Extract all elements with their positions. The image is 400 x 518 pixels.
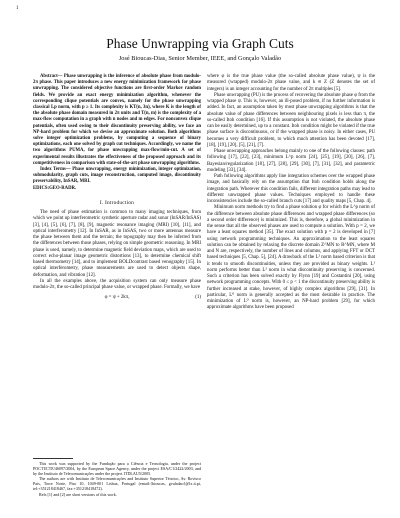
footnote [33,458,201,497]
footnote-affiliation: The authors are with Instituto de Telecomunicações and Instituto Superior Técnico, Av. Rovisco Pais, Torre Norte, Piso 10, 1049-001 Lisboa, Portugal (email:{bioucas, gvaladao}@lx.it.pt, tel:+351218418467, fax:+351218418472). [33,476,201,492]
right-paragraph-1: where φ is the true phase value (the so-called absolute phase value), ψ is the measured (wrapped) modulo-2π phase value, and k ∈ Z (Z denotes the set of integers) is an integer accounting for the number of 2π multiples [5]. [207,74,375,92]
paper-title: Phase Unwrapping via Graph Cuts [106,36,294,51]
left-column [33,74,201,306]
abstract [33,74,201,192]
right-column [207,74,375,312]
footnote-funding: This work was supported by the Fundação para a Ciência e Tecnologia, under the project POCTI/CTE/46097/2004, by the European Space Agency, under the project ESA/C1/2422/2003, and by the Instituto de Telecomunicações under the project ITDLAU5/2005. [33,461,201,477]
author-line: José Bioucas-Dias, Senior Member, IEEE, and Gonçalo Valadão [118,55,282,62]
edics: EDICS:GEO-RADR. [33,185,77,191]
section-heading-introduction: I. Introduction [99,199,135,206]
right-paragraph-3: Phase unwrapping approaches belong mainly to one of the following classes: path following [17], [22], [23], minimum L^p norm [24], [25], [19], [20], [26], [7], Bayesian/regularization [18], [27], [28], [29], [30], [7], [31], [32], and parametric modeling [33], [34]. [207,149,375,173]
right-paragraph-2: Phase unwrapping (PU) is the process of recovering the absolute phase φ from the wrapped phase ψ. This is, however, an ill-posed problem, if no further information is added. In fact, an assumption taken by most phase unwrapping algorithms is that the absolute value of phase differences between neighbouring pixels is less than π, the so-called Itoh condition [16]. If this assumption is not violated, the absolute phase can be easily determined, up to a constant. Itoh condition might be violated if the true phase surface is discontinuous, or if the wrapped phase is noisy. In either cases, PU becomes a very difficult problem, to which much attention has been devoted [17], [18], [19], [20], [5], [21], [7]. [207,92,375,148]
footnote-rule [33,458,73,459]
index-terms: Index Terms— Phase unwrapping, energy minimization, integer optimization, submodularity, graph cuts, image reconstruction, computed image, discontinuity preservability, InSAR, MRI. [33,167,201,185]
intro-paragraph-1: The need of phase estimation is common to many imaging techniques, from which we point up interferometric synthetic aperture radar and sonar (InSAR/InSAS) [3], [4], [5], [6], [7], [8], [9], magnetic resonance imaging (MRI) [10], [11], and optical interferometry [12]. In InSAR, as in InSAS, two or more antennas measure the phase between them and the terrain; the topography may then be inferred from the differences between those phases, relying on simple geometric reasoning. In MRI phase is used, namely, to determine magnetic field deviation maps, which are used to correct echo-planar image geometric distortions [13], to determine chemical shift based thermometry [14], and to implement BOLDcontrast based venography [15]. In optical interferometry, phase measurements are used to detect objects shape, deformation, and vibration [12]. [33,210,201,278]
equation-number: (1) [195,295,201,301]
intro-paragraph-2: In all the examples above, the acquisition system can only measure phase modulo-2π, the so-called principal phase value, or wrapped phase. Formally, we have [33,278,201,291]
equation-1 [33,295,201,301]
equation-body: φ = ψ + 2kπ, [104,295,130,301]
right-paragraph-5: Minimum norm methods try to find a phase solution φ for which the L^p norm of the difference between absolute phase differences and wrapped phase differences (so a second order difference) is minimized. This is, therefore, a global minimization in the sense that all the observed phases are used to compute a solution. With p = 2, we have a least squares method [35]. The exact solution with p = 2 is developed in [7] using network programming techniques. An approximation to the least squares solution can be obtained by relaxing the discrete domain Z^MN to R^MN, where M and N are, respectively, the number of lines and columns, and applying FFT or DCT based techniques [5, Chap. 5], [24]. A drawback of the L² norm based criterion is that it tends to smooth discontinuities, unless they are provided as binary weights. L¹ norm performs better than L² norm in what discontinuity preserving is concerned. Such a criterion has been solved exactly by Flynn [19] and Costantini [20], using network programming concepts. With 0 ≤ p < 1 the discontinuity preserving ability is further increased at stake, however, of highly complex algorithms [29], [31]. In particular, L⁰ norm is generally accepted as the most desirable in practice. The minimization of L⁰ norm is, however, an NP-hard problem [29], for which approximate algorithms have been proposed [207,205,375,311]
footnote-refs: Refs [1] and [2] are short versions of this work. [39,491,117,497]
abstract-text: Abstract— Phase unwrapping is the inference of absolute phase from modulo-2π phase. This paper introduces a new energy minimization framework for phase unwrapping. The considered objective functions are first-order Markov random fields. We provide an exact energy minimization algorithm, whenever the corresponding clique potentials are convex, namely for the phase unwrapping classical Lp norm, with p ≥ 1. Its complexity is KT(n, 3n), where K is the length of the absolute phase domain measured in 2π units and T(n, m) is the complexity of a max-flow computation in a graph with n nodes and m edges. For nonconvex clique potentials, often used owing to their discontinuity preserving ability, we face an NP-hard problem for which we devise an approximate solution. Both algorithms solve integer optimization problems, by computing a sequence of binary optimizations, each one solved by graph cut techniques. Accordingly, we name the two algorithms PUMA, for phase unwrapping max-flow/min-cut. A set of experimental results illustrates the effectiveness of the proposed approach and its competitiveness in comparison with state-of-the-art phase unwrapping algorithms. [33,74,201,166]
page-number: 1 [16,6,19,11]
right-paragraph-4: Path following algorithms apply line integration schemes over the wrapped phase image, and basically rely on the assumption that Itoh condition holds along the integration path. Wherever this condition fails, different integration paths may lead to different unwrapped phase values. Techniques employed to handle these inconsistencies include the so-called branch cuts [17] and quality maps [5, Chap. 4]. [207,174,375,204]
